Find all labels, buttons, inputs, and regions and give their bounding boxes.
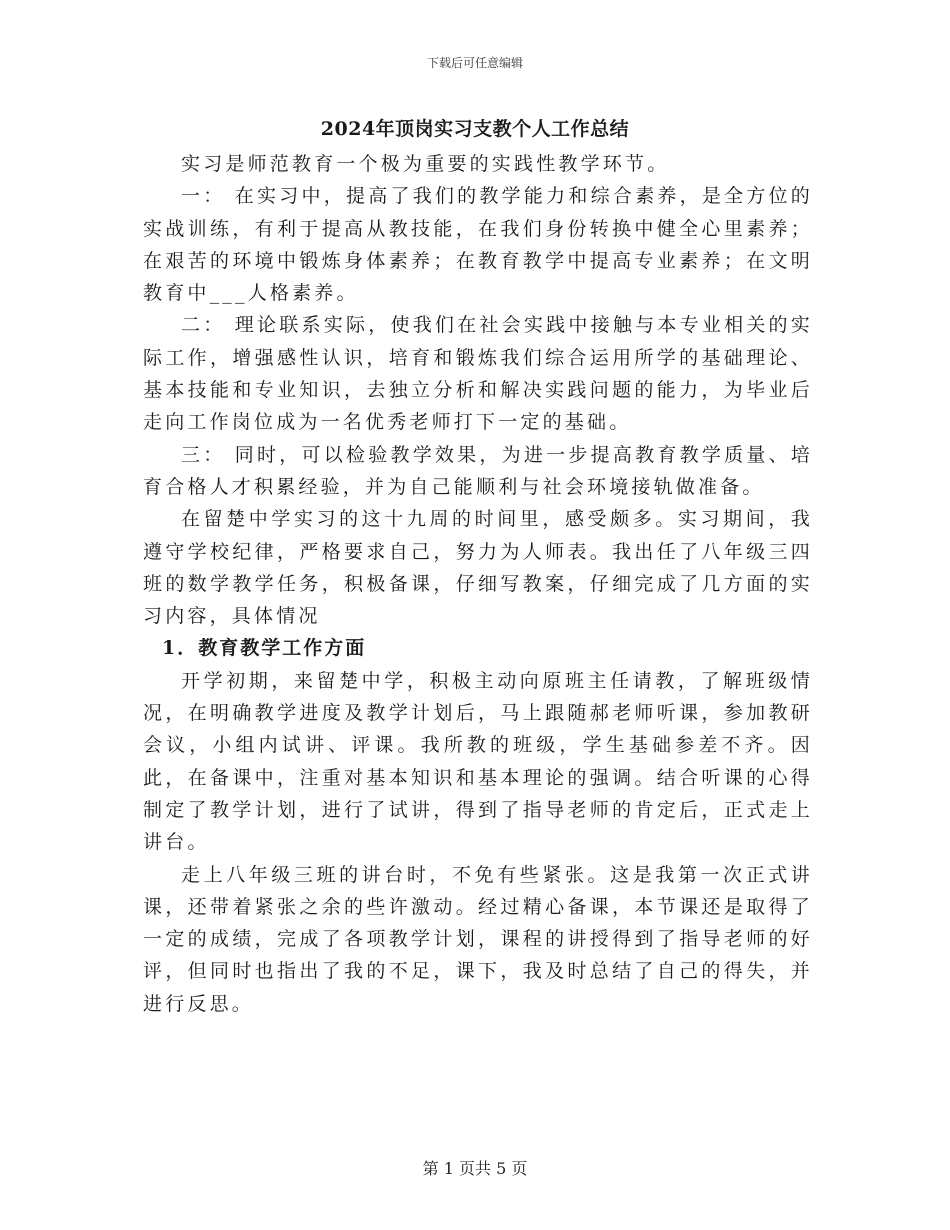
page-number-footer: 第 1 页共 5 页 <box>422 1159 528 1178</box>
paragraph-teaching-start: 开学初期，来留楚中学，积极主动向原班主任请教，了解班级情况，在明确教学进度及教学计划后，马上跟随郝老师听课，参加教研会议，小组内试讲、评课。我所教的班级，学生基础参差不齐。因此，在备课中，注重对基本知识和基本理论的强调。结合听课的心得制定了教学计划，进行了试讲，得到了指导老师的肯定后，正式走上讲台。 <box>143 669 813 854</box>
header-note: 下载后可任意编辑 <box>426 56 523 70</box>
paragraph-point-one: 一： 在实习中，提高了我们的教学能力和综合素养，是全方位的实战训练，有利于提高从教技能，在我们身份转换中健全心里素养；在艰苦的环境中锻炼身体素养；在教育教学中提高专业素养；在文明教育中___人格素养。 <box>143 185 813 305</box>
section-heading-teaching: 1．教育教学工作方面 <box>162 637 367 660</box>
document-body <box>143 148 813 1020</box>
paragraph-point-three: 三： 同时，可以检验教学效果，为进一步提高教育教学质量、培育合格人才积累经验，并为自己能顺利与社会环境接轨做准备。 <box>143 443 813 498</box>
paragraph-internship-overview: 在留楚中学实习的这十九周的时间里，感受颇多。实习期间，我遵守学校纪律，严格要求自己，努力为人师表。我出任了八年级三四班的数学教学任务，积极备课，仔细写教案，仔细完成了几方面的实习内容，具体情况 <box>143 508 813 628</box>
paragraph-point-two: 二： 理论联系实际，使我们在社会实践中接触与本专业相关的实际工作，增强感性认识，培育和锻炼我们综合运用所学的基础理论、基本技能和专业知识，去独立分析和解决实践问题的能力，为毕业后走向工作岗位成为一名优秀老师打下一定的基础。 <box>143 314 813 434</box>
document-title: 2024年顶岗实习支教个人工作总结 <box>320 118 630 140</box>
paragraph-first-lecture: 走上八年级三班的讲台时，不免有些紧张。这是我第一次正式讲课，还带着紧张之余的些许激动。经过精心备课，本节课还是取得了一定的成绩，完成了各项教学计划，课程的讲授得到了指导老师的好评，但同时也指出了我的不足，课下，我及时总结了自己的得失，并进行反思。 <box>143 863 813 1015</box>
paragraph-intro: 实习是师范教育一个极为重要的实践性教学环节。 <box>181 153 670 175</box>
